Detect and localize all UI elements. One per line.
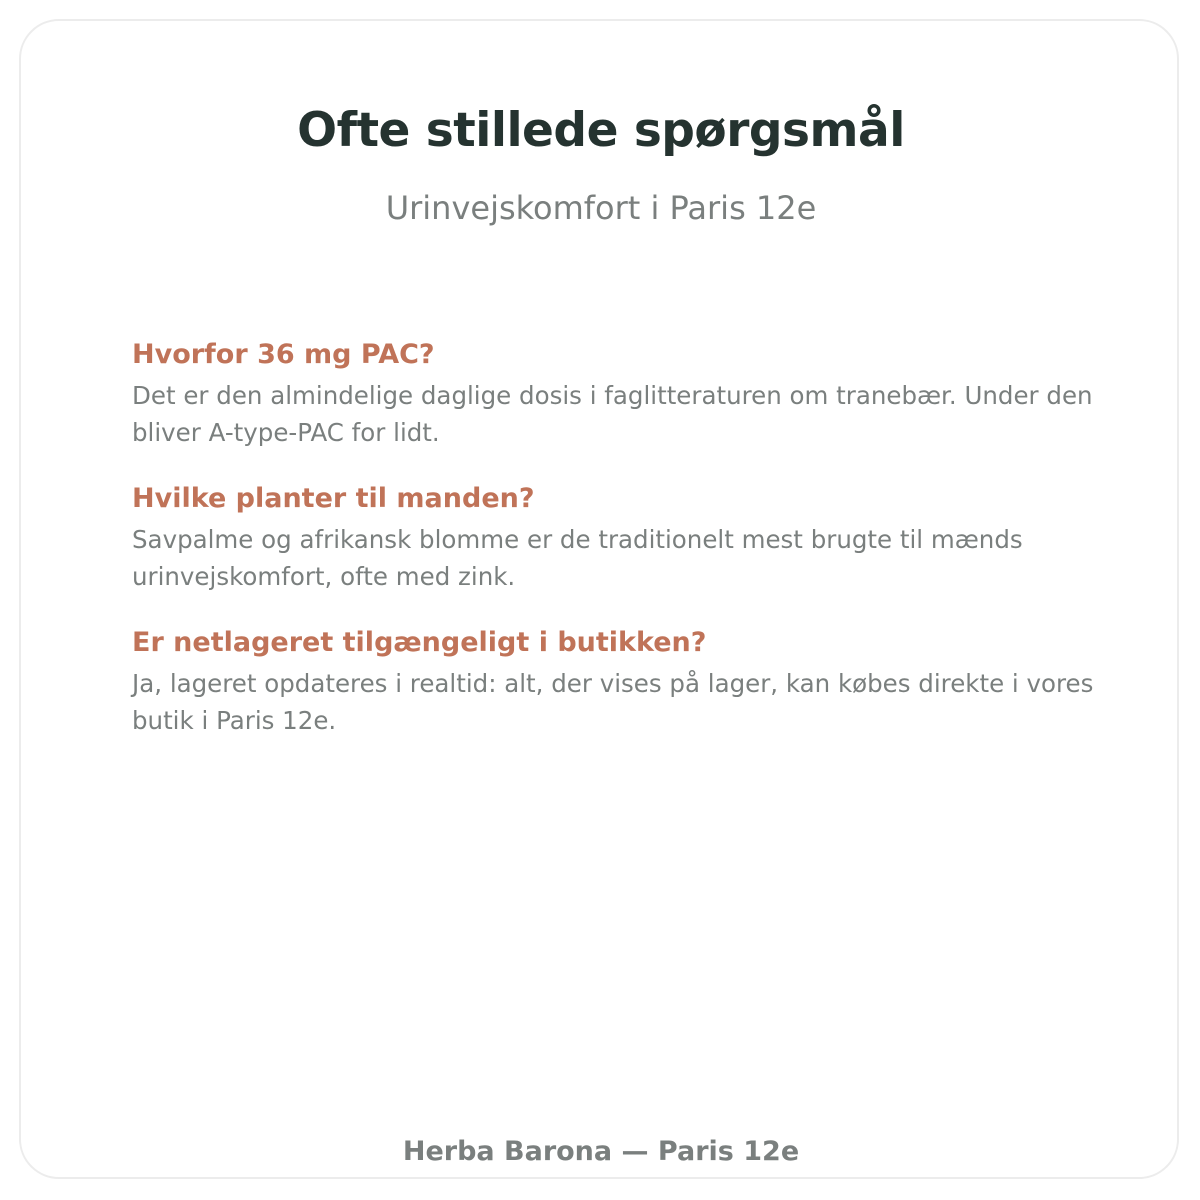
faq-question: Hvilke planter til manden? — [132, 483, 535, 514]
faq-question: Hvorfor 36 mg PAC? — [132, 339, 435, 370]
faq-answer: Ja, lageret opdateres i realtid: alt, der vises på lager, kan købes direkte i vores butik i Paris 12e. — [132, 669, 1094, 735]
faq-question: Er netlageret tilgængeligt i butikken? — [132, 627, 707, 658]
faq-item — [132, 337, 1132, 451]
faq-list — [132, 337, 1132, 769]
faq-item — [132, 481, 1132, 595]
faq-item — [132, 625, 1132, 739]
faq-answer: Det er den almindelige daglige dosis i faglitteraturen om tranebær. Under den bliver A-type-PAC for lidt. — [132, 381, 1093, 447]
page-subtitle: Urinvejskomfort i Paris 12e — [385, 189, 817, 227]
faq-card — [19, 19, 1179, 1179]
footer-brand: Herba Barona — Paris 12e — [402, 1136, 800, 1167]
faq-answer: Savpalme og afrikansk blomme er de traditionelt mest brugte til mænds urinvejskomfort, ofte med zink. — [132, 525, 1023, 591]
page-title: Ofte stillede spørgsmål — [297, 103, 905, 158]
